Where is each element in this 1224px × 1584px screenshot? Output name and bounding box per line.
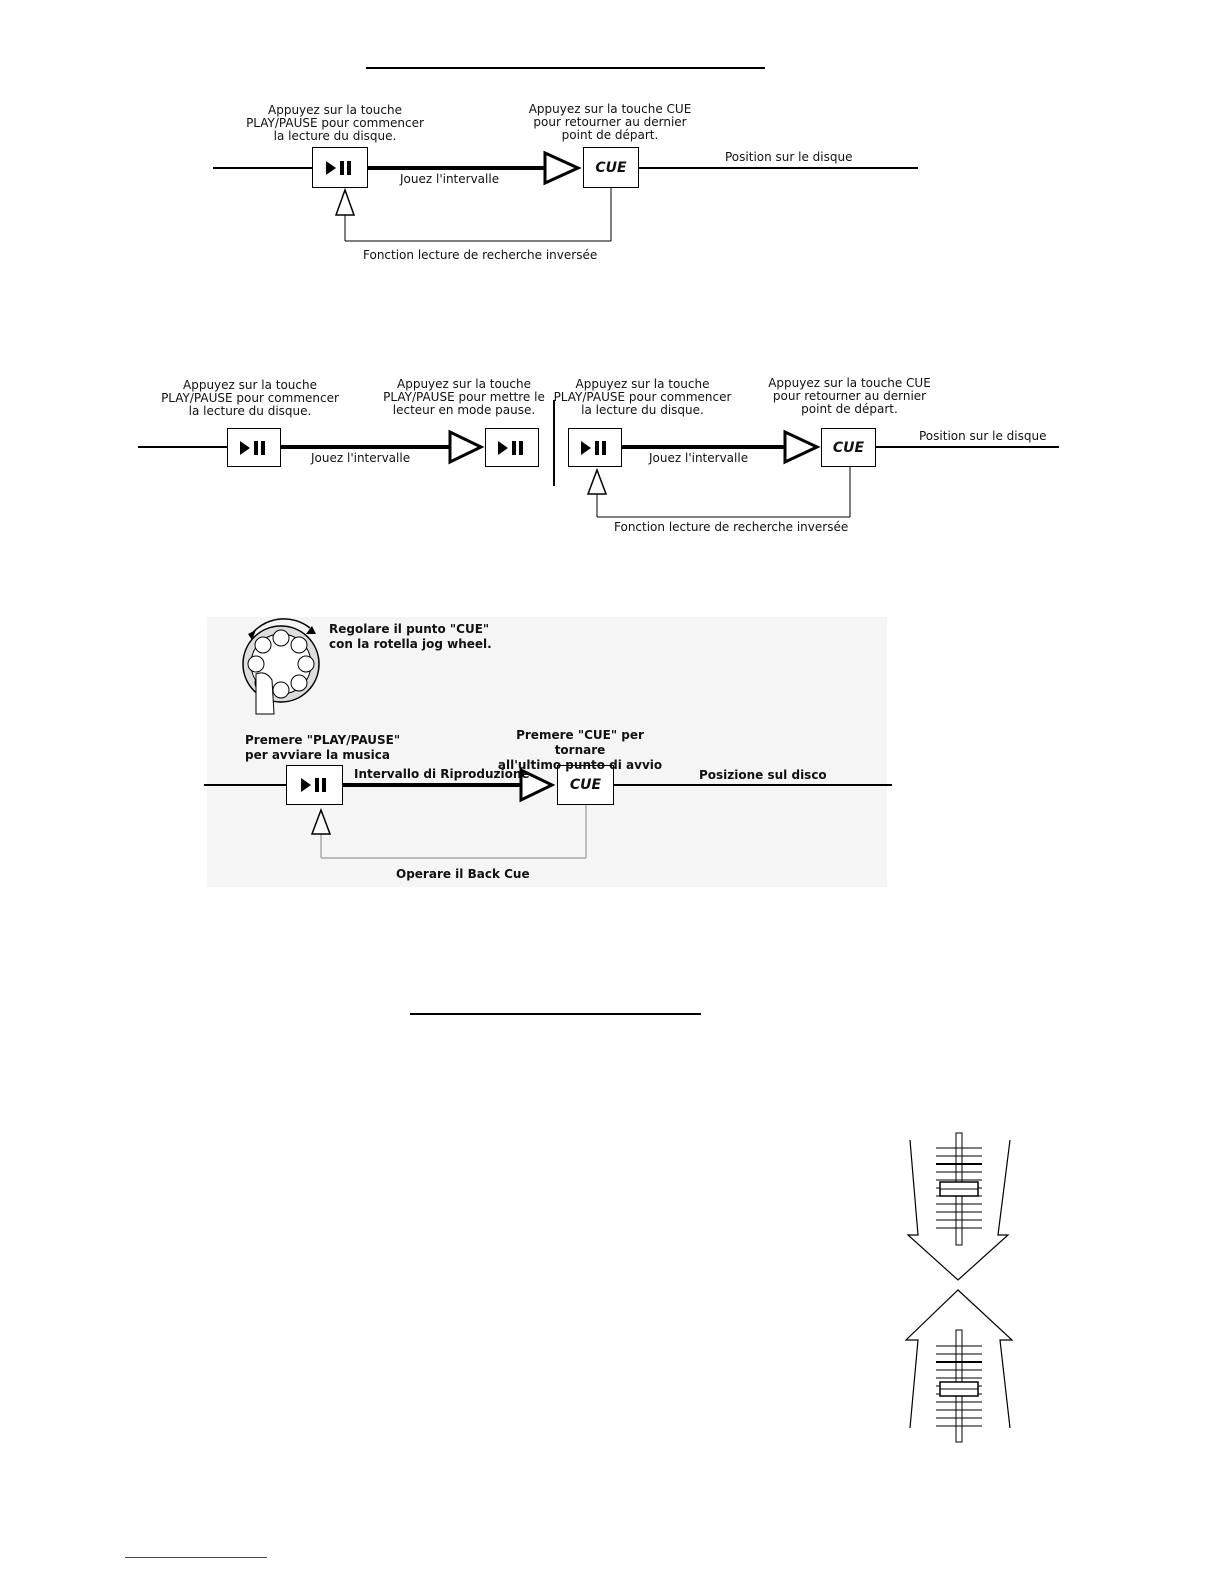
cue-label-3: Premere "CUE" per tornare all'ultimo punto di avvio [497,728,663,772]
play-pause-button-2 [568,428,622,467]
interval-label-2: Jouez l'intervalle [649,451,749,465]
play-pause-label-3: Premere "PLAY/PAUSE" per avviare la musica [245,733,401,762]
play-pause-button-1 [227,428,281,467]
back-cue-arrow-1 [336,190,354,215]
position-label: Position sur le disque [725,150,853,164]
cue-button: CUE [583,147,639,188]
play-pause-icon [301,778,329,792]
cue-label: Appuyez sur la touche CUE pour retourner au dernier point de départ. [528,102,692,142]
position-label-3: Posizione sul disco [699,768,827,782]
position-label-2: Position sur le disque [919,429,1047,443]
back-cue-arrow-2 [588,470,606,494]
fader-up-arrow-icon [900,1288,1020,1448]
play-pause-icon [498,441,526,455]
back-cue-label: Fonction lecture de recherche inversée [363,248,598,262]
cue-label-2: Appuyez sur la touche CUE pour retourner au dernier point de départ. [768,376,931,416]
play-pause-label: Appuyez sur la touche PLAY/PAUSE pour commencer la lecture du disque. [246,103,424,143]
play-pause-label-1: Appuyez sur la touche PLAY/PAUSE pour commencer la lecture du disque. [161,378,339,418]
interval-label-3: Intervallo di Riproduzione [354,767,530,781]
play-pause-icon [326,161,354,175]
cue-button-3: CUE [557,765,614,805]
play-pause-icon [581,441,609,455]
jog-label: Regolare il punto "CUE" con la rotella jog wheel. [329,622,492,651]
fader-down-arrow-icon [900,1130,1020,1285]
footer-link-underline[interactable] [125,1557,267,1558]
play-pause-label-2: Appuyez sur la touche PLAY/PAUSE pour commencer la lecture du disque. [553,377,732,417]
interval-label: Jouez l'intervalle [400,172,500,186]
back-cue-label-2: Fonction lecture de recherche inversée [614,520,849,534]
cue-button-2: CUE [821,428,876,467]
play-pause-button [312,147,368,188]
play-pause-icon [240,441,268,455]
pause-label: Appuyez sur la touche PLAY/PAUSE pour mettre le lecteur en mode pause. [383,377,545,417]
interval-label-1: Jouez l'intervalle [311,451,411,465]
heading-underline-middle [410,1013,701,1015]
play-pause-button-3 [286,765,343,805]
back-cue-arrow-3 [312,810,330,834]
back-cue-label-3: Operare il Back Cue [396,867,530,881]
play-pause-button-pause [485,428,539,467]
